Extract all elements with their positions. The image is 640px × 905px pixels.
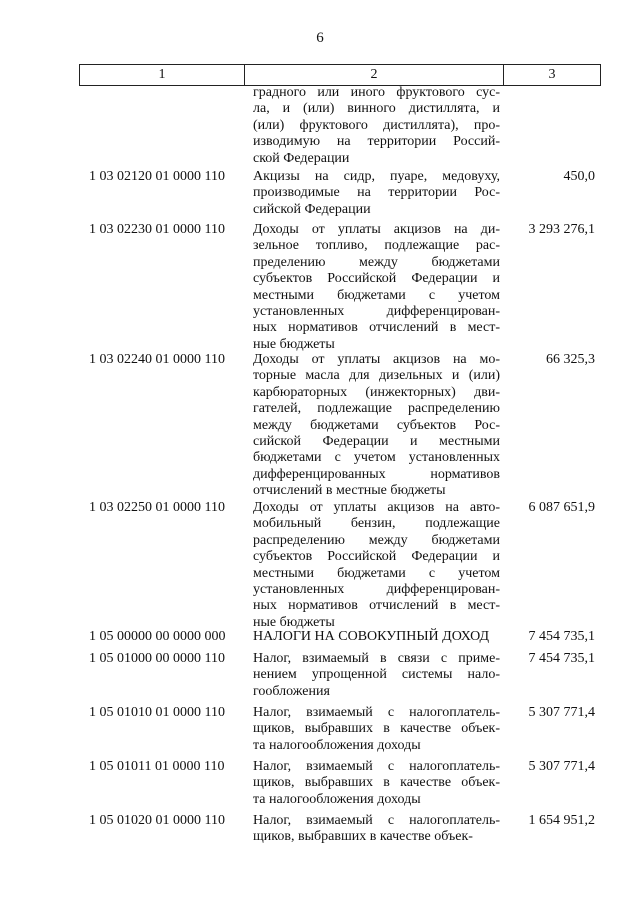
description-line: установленных дифференцирован- <box>253 582 500 598</box>
table-row <box>79 222 601 353</box>
description-line: ные бюджеты <box>253 336 335 352</box>
table-row <box>79 651 601 700</box>
description-line: сийской Федерации <box>253 201 371 217</box>
description-line: распределению между бюджетами <box>253 532 500 548</box>
budget-code: 1 05 01020 01 0000 110 <box>89 813 225 828</box>
table-header <box>79 64 601 86</box>
description-line: щиков, выбравших в качестве объек- <box>253 721 500 737</box>
table-row <box>79 759 601 808</box>
description-line: Налог, взимаемый в связи с приме- <box>253 651 500 666</box>
description-line: местными бюджетами с учетом <box>253 287 500 303</box>
amount-value: 3 293 276,1 <box>528 222 595 237</box>
description-line: пределению между бюджетами <box>253 254 500 270</box>
description-line: дифференцированных нормативов <box>253 466 500 482</box>
amount-value: 6 087 651,9 <box>528 500 595 515</box>
description-line: нением упрощенной системы нало- <box>253 667 500 683</box>
table-row <box>79 813 601 846</box>
income-description <box>253 813 500 846</box>
table-row <box>79 352 601 500</box>
column-header-2: 2 <box>245 65 504 85</box>
description-line: Налог, взимаемый с налогоплатель- <box>253 759 500 774</box>
income-description <box>253 500 500 631</box>
description-line: зельное топливо, подлежащие рас- <box>253 238 500 254</box>
income-description <box>253 222 500 353</box>
amount-value: 7 454 735,1 <box>528 629 595 644</box>
income-description <box>253 651 500 700</box>
description-line: Доходы от уплаты акцизов на авто- <box>253 500 500 515</box>
column-header-3: 3 <box>548 67 556 82</box>
table-row <box>79 629 601 645</box>
description-line: Доходы от уплаты акцизов на мо- <box>253 352 500 367</box>
budget-code: 1 05 01011 01 0000 110 <box>89 759 225 774</box>
description-line: ных нормативов отчислений в мест- <box>253 598 500 614</box>
budget-code: 1 05 01000 00 0000 110 <box>89 651 225 666</box>
description-line: бюджетами с учетом установленных <box>253 450 500 466</box>
amount-value: 7 454 735,1 <box>528 651 595 666</box>
description-line: щиков, выбравших в качестве объек- <box>253 829 473 845</box>
income-description <box>253 352 500 500</box>
amount-value: 5 307 771,4 <box>528 705 595 720</box>
amount-value: 450,0 <box>563 169 595 184</box>
description-line: ных нормативов отчислений в мест- <box>253 320 500 336</box>
description-line: производимые на территории Рос- <box>253 185 500 201</box>
description-line: местными бюджетами с учетом <box>253 565 500 581</box>
description-line: отчислений в местные бюджеты <box>253 483 446 499</box>
income-description <box>253 85 500 167</box>
income-description <box>253 169 500 218</box>
description-line: гателей, подлежащие распределению <box>253 401 500 417</box>
description-line: между бюджетами субъектов Рос- <box>253 417 500 433</box>
description-line: (или) фруктового дистиллята), про- <box>253 117 500 133</box>
budget-code: 1 03 02120 01 0000 110 <box>89 169 225 184</box>
description-line: установленных дифференцирован- <box>253 304 500 320</box>
amount-value: 66 325,3 <box>546 352 595 367</box>
description-line: мобильный бензин, подлежащие <box>253 516 500 532</box>
description-line: Налог, взимаемый с налогоплатель- <box>253 705 500 720</box>
description-line: Акцизы на сидр, пуаре, медовуху, <box>253 169 500 184</box>
income-description <box>253 629 500 645</box>
income-description <box>253 759 500 808</box>
amount-value: 5 307 771,4 <box>528 759 595 774</box>
description-line: ла, и (или) винного дистиллята, и <box>253 101 500 117</box>
table-row <box>79 705 601 754</box>
description-line: щиков, выбравших в качестве объек- <box>253 775 500 791</box>
column-header-1: 1 <box>80 65 245 85</box>
description-line: Доходы от уплаты акцизов на ди- <box>253 222 500 237</box>
income-description <box>253 705 500 754</box>
description-line: субъектов Российской Федерации и <box>253 549 500 565</box>
description-line: НАЛОГИ НА СОВОКУПНЫЙ ДОХОД <box>253 629 490 644</box>
budget-code: 1 05 00000 00 0000 000 <box>89 629 226 644</box>
description-line: ные бюджеты <box>253 614 335 630</box>
table-row <box>79 85 601 167</box>
description-line: ской Федерации <box>253 150 350 166</box>
description-line: Налог, взимаемый с налогоплатель- <box>253 813 500 828</box>
description-line: гообложения <box>253 683 330 699</box>
table-row <box>79 500 601 631</box>
budget-code: 1 03 02230 01 0000 110 <box>89 222 225 237</box>
budget-code: 1 03 02240 01 0000 110 <box>89 352 225 367</box>
budget-code: 1 03 02250 01 0000 110 <box>89 500 225 515</box>
description-line: градного или иного фруктового сус- <box>253 85 500 100</box>
page-number: 6 <box>316 30 324 46</box>
description-line: изводимую на территории Россий- <box>253 134 500 150</box>
description-line: та налогообложения доходы <box>253 737 421 753</box>
table-row <box>79 169 601 218</box>
description-line: торные масла для дизельных и (или) <box>253 368 500 384</box>
description-line: сийской Федерации и местными <box>253 434 500 450</box>
description-line: та налогообложения доходы <box>253 791 421 807</box>
description-line: субъектов Российской Федерации и <box>253 271 500 287</box>
budget-code: 1 05 01010 01 0000 110 <box>89 705 225 720</box>
amount-value: 1 654 951,2 <box>528 813 595 828</box>
description-line: карбюраторных (инжекторных) дви- <box>253 384 500 400</box>
